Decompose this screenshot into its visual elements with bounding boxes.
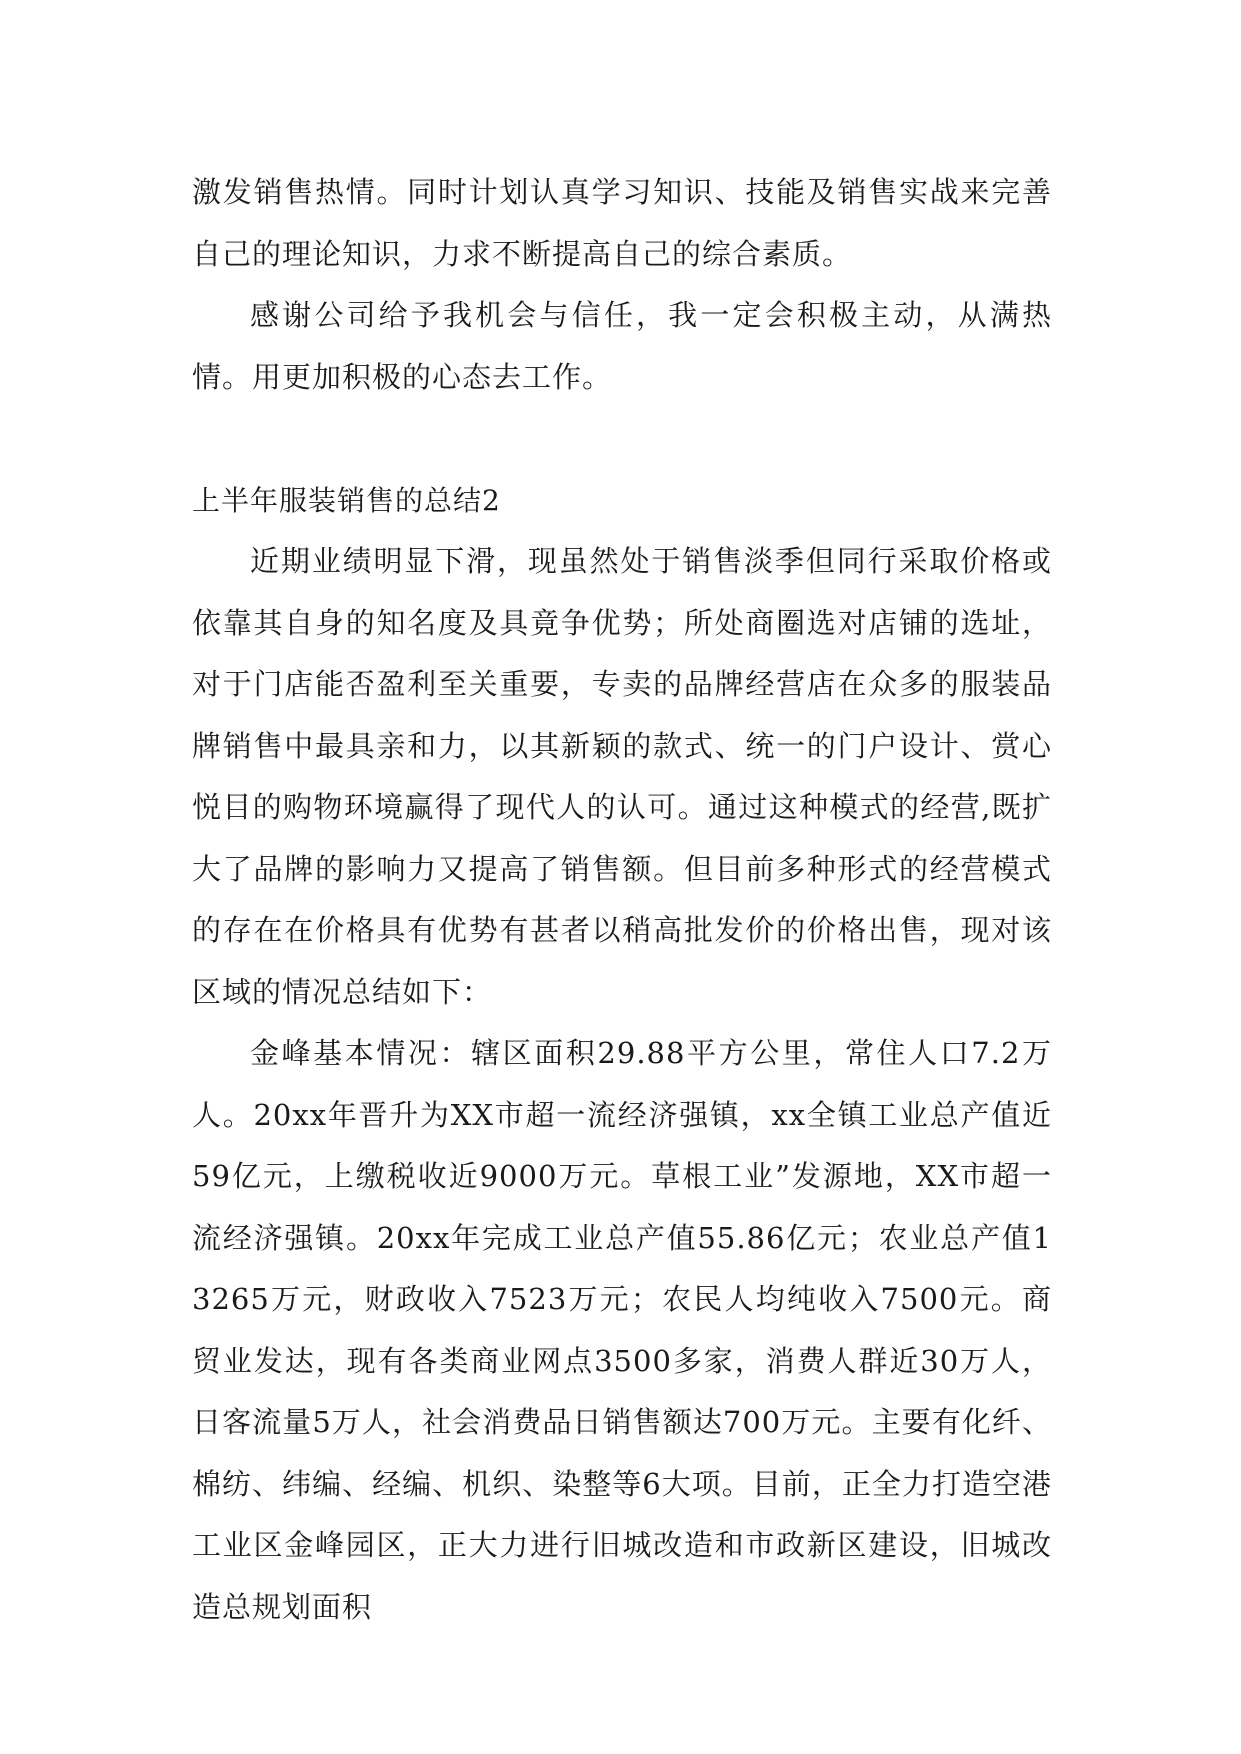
paragraph-basic-info: 金峰基本情况：辖区面积29.88平方公里，常住人口7.2万人。20xx年晋升为XX市超一流经济强镇，xx全镇工业总产值近59亿元，上缴税收近9000万元。草根工业”发源地，XX市超一流经济强镇。20xx年完成工业总产值55.86亿元；农业总产值13265万元，财政收入7523万元；农民人均纯收入7500元。商贸业发达，现有各类商业网点3500多家，消费人群近30万人，日客流量5万人，社会消费品日销售额达700万元。主要有化纤、棉纺、纬编、经编、机织、染整等6大项。目前，正全力打造空港工业区金峰园区，正大力进行旧城改造和市政新区建设，旧城改造总规划面积 <box>192 1036 1052 1624</box>
paragraph-continuation: 激发销售热情。同时计划认真学习知识、技能及销售实战来完善自己的理论知识，力求不断提高自己的综合素质。 <box>192 175 1052 271</box>
paragraph-thanks: 感谢公司给予我机会与信任，我一定会积极主动，从满热情。用更加积极的心态去工作。 <box>192 298 1052 394</box>
document-page <box>192 162 1052 1638</box>
paragraph-summary: 近期业绩明显下滑，现虽然处于销售淡季但同行采取价格或依靠其自身的知名度及具竟争优势；所处商圈选对店铺的选址，对于门店能否盈利至关重要，专卖的品牌经营店在众多的服装品牌销售中最具亲和力，以其新颖的款式、统一的门户设计、赏心悦目的购物环境赢得了现代人的认可。通过这种模式的经营,既扩大了品牌的影响力又提高了销售额。但目前多种形式的经营模式的存在在价格具有优势有甚者以稍高批发价的价格出售，现对该区域的情况总结如下： <box>192 544 1052 1009</box>
blank-line <box>192 408 1052 470</box>
section-title: 上半年服装销售的总结2 <box>192 483 501 517</box>
